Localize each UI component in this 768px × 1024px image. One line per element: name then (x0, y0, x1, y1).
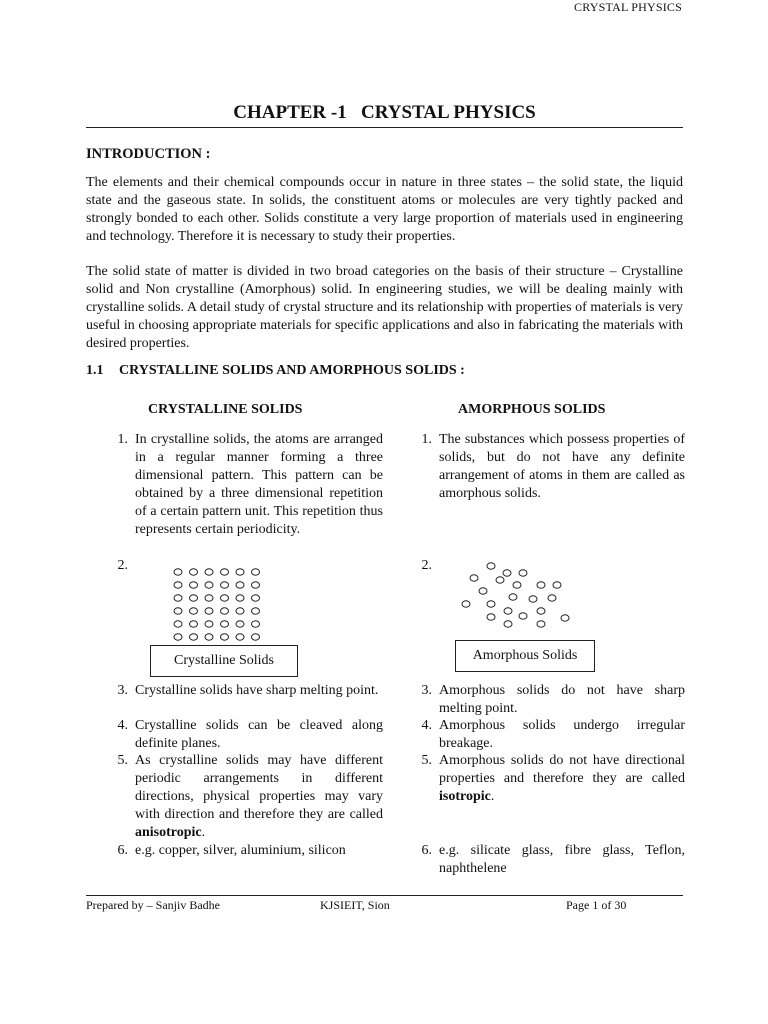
amorphous-atom (503, 570, 511, 576)
item-text: Crystalline solids have sharp melting point. (135, 683, 379, 698)
lattice-atom (205, 569, 213, 575)
isotropic-term: isotropic (439, 789, 491, 804)
lattice-atom (190, 634, 198, 640)
item-text-before: As crystalline solids may have different periodic arrangements in different directions, physical properties may vary with direction and therefore they are called (135, 753, 383, 822)
item-text: Crystalline solids can be cleaved along definite planes. (135, 718, 383, 751)
amorphous-atom (513, 582, 521, 588)
item-text: e.g. copper, silver, aluminium, silicon (135, 843, 346, 858)
item-number: 5. (421, 753, 432, 768)
amorphous-atom (553, 582, 561, 588)
item-number: 2. (117, 558, 128, 573)
lattice-atom (252, 582, 260, 588)
footer-author: Prepared by – Sanjiv Badhe (86, 898, 220, 912)
amorphous-caption: Amorphous Solids (455, 640, 595, 672)
lattice-atom (252, 634, 260, 640)
section-title: CRYSTALLINE SOLIDS AND AMORPHOUS SOLIDS : (119, 363, 465, 378)
item-number: 6. (421, 843, 432, 858)
item-text (135, 752, 383, 842)
anisotropic-term: anisotropic (135, 825, 202, 840)
lattice-atom (174, 634, 182, 640)
lattice-atom (190, 621, 198, 627)
item-text-after: . (201, 825, 206, 840)
lattice-atom (190, 595, 198, 601)
item-text-after: . (490, 789, 495, 804)
lattice-atom (205, 634, 213, 640)
lattice-atom (205, 595, 213, 601)
item-text-before: Amorphous solids do not have directional properties and therefore they are called (439, 753, 685, 786)
amorphous-atom (519, 570, 527, 576)
amorphous-atom (509, 594, 517, 600)
crystalline-caption: Crystalline Solids (150, 645, 298, 677)
crystalline-lattice-diagram (170, 564, 274, 642)
item-number: 1. (421, 432, 432, 447)
amorphous-atom (487, 563, 495, 569)
amorphous-atom (487, 601, 495, 607)
amorphous-atom (537, 621, 545, 627)
lattice-atom (252, 595, 260, 601)
lattice-atom (236, 608, 244, 614)
lattice-atom (221, 569, 229, 575)
lattice-atom (236, 569, 244, 575)
lattice-atom (205, 621, 213, 627)
item-number: 4. (421, 718, 432, 733)
lattice-atom (252, 608, 260, 614)
item-number: 5. (117, 753, 128, 768)
running-header: CRYSTAL PHYSICS (574, 0, 682, 14)
footer-institute: KJSIEIT, Sion (320, 898, 390, 912)
lattice-atom (221, 582, 229, 588)
intro-heading: INTRODUCTION : (86, 146, 211, 162)
item-text: In crystalline solids, the atoms are arranged in a regular manner forming a three dimensional pattern. This pattern can be obtained by a three dimensional repetition of a certain pattern unit. This repetition thus represents certain periodicity. (135, 432, 383, 537)
item-number: 3. (421, 683, 432, 698)
lattice-atom (236, 621, 244, 627)
lattice-atom (190, 569, 198, 575)
crystalline-heading: CRYSTALLINE SOLIDS (148, 402, 303, 417)
amorphous-heading: AMORPHOUS SOLIDS (458, 402, 606, 417)
item-text: e.g. silicate glass, fibre glass, Teflon, naphthelene (439, 843, 685, 876)
lattice-atom (221, 595, 229, 601)
item-number: 4. (117, 718, 128, 733)
intro-paragraph-1: The elements and their chemical compounds occur in nature in three states – the solid state, the liquid state and the gaseous state. In solids, the constituent atoms or molecules are very tightly packed and strongly bonded to each other. Solids constitute a very large proportion of materials used in engineering and technology. Therefore it is necessary to study their properties. (86, 175, 683, 244)
lattice-atom (236, 634, 244, 640)
lattice-atom (221, 634, 229, 640)
amorphous-atom (470, 575, 478, 581)
title-rule (86, 127, 683, 128)
lattice-atom (252, 569, 260, 575)
section-number: 1.1 (86, 363, 104, 378)
section-heading (86, 363, 465, 379)
amorphous-atom (487, 614, 495, 620)
lattice-atom (252, 621, 260, 627)
item-text: The substances which possess properties of solids, but do not have any definite arrangement of atoms in them are called as amorphous solids. (439, 432, 685, 501)
intro-paragraph-2: The solid state of matter is divided in two broad categories on the basis of their structure – Crystalline solid and Non crystalline (Amorphous) solid. In engineering studies, we will be dealing mainly with crystalline solids. A detail study of crystal structure and its relationship with properties of materials is very useful in choosing appropriate materials for specific applications and also in fabricating the materials with desired properties. (86, 264, 683, 351)
item-text: Amorphous solids do not have sharp melting point. (439, 683, 685, 716)
item-text (439, 752, 685, 806)
amorphous-atom (548, 595, 556, 601)
amorphous-atom (561, 615, 569, 621)
lattice-atom (174, 621, 182, 627)
lattice-atom (190, 608, 198, 614)
lattice-atom (205, 582, 213, 588)
amorphous-atom (529, 596, 537, 602)
item-number: 2. (421, 558, 432, 573)
item-number: 3. (117, 683, 128, 698)
amorphous-atom (537, 608, 545, 614)
lattice-atom (205, 608, 213, 614)
lattice-atom (221, 621, 229, 627)
amorphous-atom (479, 588, 487, 594)
footer-rule (86, 895, 683, 896)
chapter-title: CHAPTER -1 CRYSTAL PHYSICS (233, 102, 536, 123)
lattice-atom (174, 582, 182, 588)
footer-page-number: Page 1 of 30 (566, 898, 627, 912)
amorphous-atom (504, 621, 512, 627)
lattice-atom (236, 582, 244, 588)
lattice-atom (174, 608, 182, 614)
lattice-atom (174, 569, 182, 575)
amorphous-structure-diagram (455, 556, 575, 632)
amorphous-atom (519, 613, 527, 619)
amorphous-atom (537, 582, 545, 588)
amorphous-atom (462, 601, 470, 607)
amorphous-atom (496, 577, 504, 583)
item-number: 1. (117, 432, 128, 447)
lattice-atom (174, 595, 182, 601)
amorphous-atom (504, 608, 512, 614)
lattice-atom (190, 582, 198, 588)
lattice-atom (236, 595, 244, 601)
item-text: Amorphous solids undergo irregular breakage. (439, 718, 685, 751)
lattice-atom (221, 608, 229, 614)
item-number: 6. (117, 843, 128, 858)
